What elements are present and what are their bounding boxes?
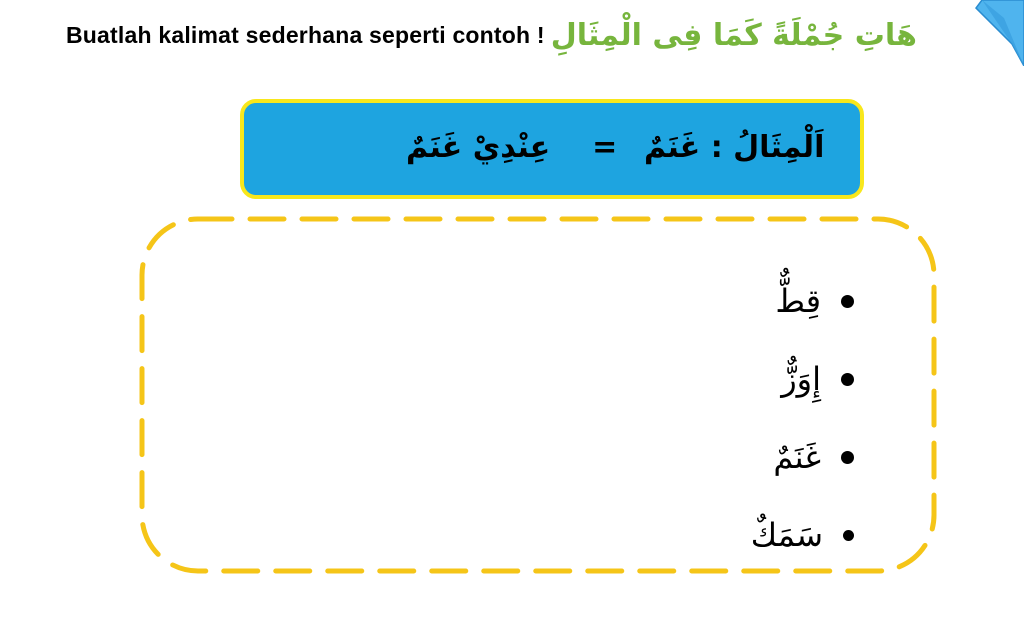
instruction-heading xyxy=(66,10,956,60)
word-list xyxy=(690,262,860,574)
list-item xyxy=(690,418,860,496)
word-text: إِوَزٌّ xyxy=(781,360,821,398)
bullet-icon xyxy=(843,530,854,541)
corner-ribbon-decoration xyxy=(974,0,1024,66)
word-text: غَنَمٌ xyxy=(773,438,821,476)
bullet-icon xyxy=(841,451,854,464)
example-sentence: عِنْدِيْ غَنَمٌ xyxy=(406,130,551,165)
example-label: اَلْمِثَالُ : غَنَمٌ xyxy=(644,130,825,165)
instruction-arabic: هَاتِ جُمْلَةً كَمَا فِى الْمِثَالِ xyxy=(550,17,917,53)
bullet-icon xyxy=(841,295,854,308)
word-text: قِطٌّ xyxy=(775,282,821,320)
example-sentence-group xyxy=(406,130,617,165)
list-item xyxy=(690,262,860,340)
list-item xyxy=(690,496,860,574)
example-equals: = xyxy=(592,130,618,165)
bullet-icon xyxy=(841,373,854,386)
example-box xyxy=(240,99,864,199)
word-text: سَمَكٌ xyxy=(750,516,823,554)
instruction-latin: Buatlah kalimat sederhana seperti contoh ! xyxy=(66,21,545,48)
list-item xyxy=(690,340,860,418)
